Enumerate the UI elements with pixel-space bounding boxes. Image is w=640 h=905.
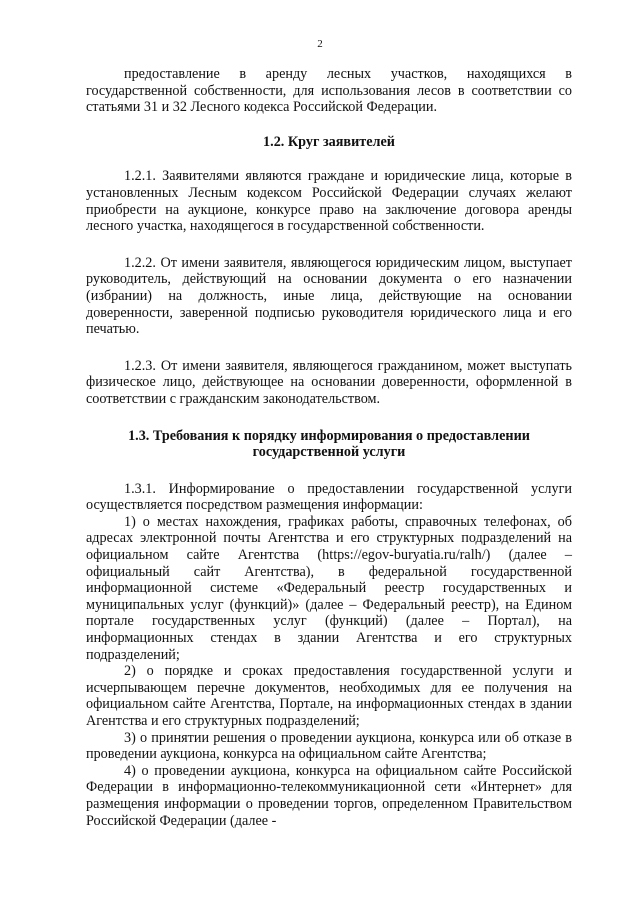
intro-paragraph: предоставление в аренду лесных участков, находящихся в государственной собственности, для использования лесов в соответствии со статьями 31 и 32 Лесного кодекса Российской Федерации. bbox=[86, 66, 572, 116]
document-body bbox=[86, 66, 572, 829]
paragraph-1-2-2: 1.2.2. От имени заявителя, являющегося юридическим лицом, выступает руководитель, действующий на основании документа о его назначении (избрании) на должность, иные лица, действующие на основании доверенности, заверенной подписью руководителя юридического лица и его печатью. bbox=[86, 254, 572, 338]
section-heading-1-2: 1.2. Круг заявителей bbox=[263, 133, 395, 150]
list-item: 4) о проведении аукциона, конкурса на официальном сайте Российской Федерации в информационно-телекоммуникационной сети «Интернет» для размещения информации о проведении торгов, определенном Правительством Российской Федерации (далее - bbox=[86, 762, 572, 829]
information-list bbox=[86, 514, 572, 829]
paragraph-1-2-3: 1.2.3. От имени заявителя, являющегося гражданином, может выступать физическое лицо, действующее на основании доверенности, оформленной в соответствии с гражданским законодательством. bbox=[86, 357, 572, 407]
paragraph-1-2-1: 1.2.1. Заявителями являются граждане и юридические лица, которые в установленных Лесным кодексом Российской Федерации случаях желают приобрести на аукционе, конкурсе право на заключение договора аренды лесного участка, находящегося в государственной собственности. bbox=[86, 168, 572, 235]
paragraph-1-3-1: 1.3.1. Информирование о предоставлении государственной услуги осуществляется посредством размещения информации: bbox=[86, 480, 572, 514]
section-heading-1-3: 1.3. Требования к порядку информирования о предоставлении государственной услуги bbox=[128, 427, 530, 461]
list-item: 3) о принятии решения о проведении аукциона, конкурса или об отказе в проведении аукциона, конкурса на официальном сайте Агентства; bbox=[86, 729, 572, 763]
page-number: 2 bbox=[317, 38, 323, 50]
list-item: 1) о местах нахождения, графиках работы, справочных телефонах, об адресах электронной почты Агентства и его структурных подразделений на официальном сайте Агентства (https://egov-buryatia.ru/ralh/) (далее – официальный сайт Агентства), в федеральной государственной информационной системе «Федеральный реестр государственных и муниципальных услуг (функций)» (далее – Федеральный реестр), на Едином портале государственных услуг (функций) (далее – Портал), на информационных стендах в здании Агентства и его структурных подразделений; bbox=[86, 513, 572, 663]
list-item: 2) о порядке и сроках предоставления государственной услуги и исчерпывающем перечне документов, необходимых для ее получения на официальном сайте Агентства, Портале, на информационных стендах в здании Агентства и его структурных подразделений; bbox=[86, 663, 572, 729]
